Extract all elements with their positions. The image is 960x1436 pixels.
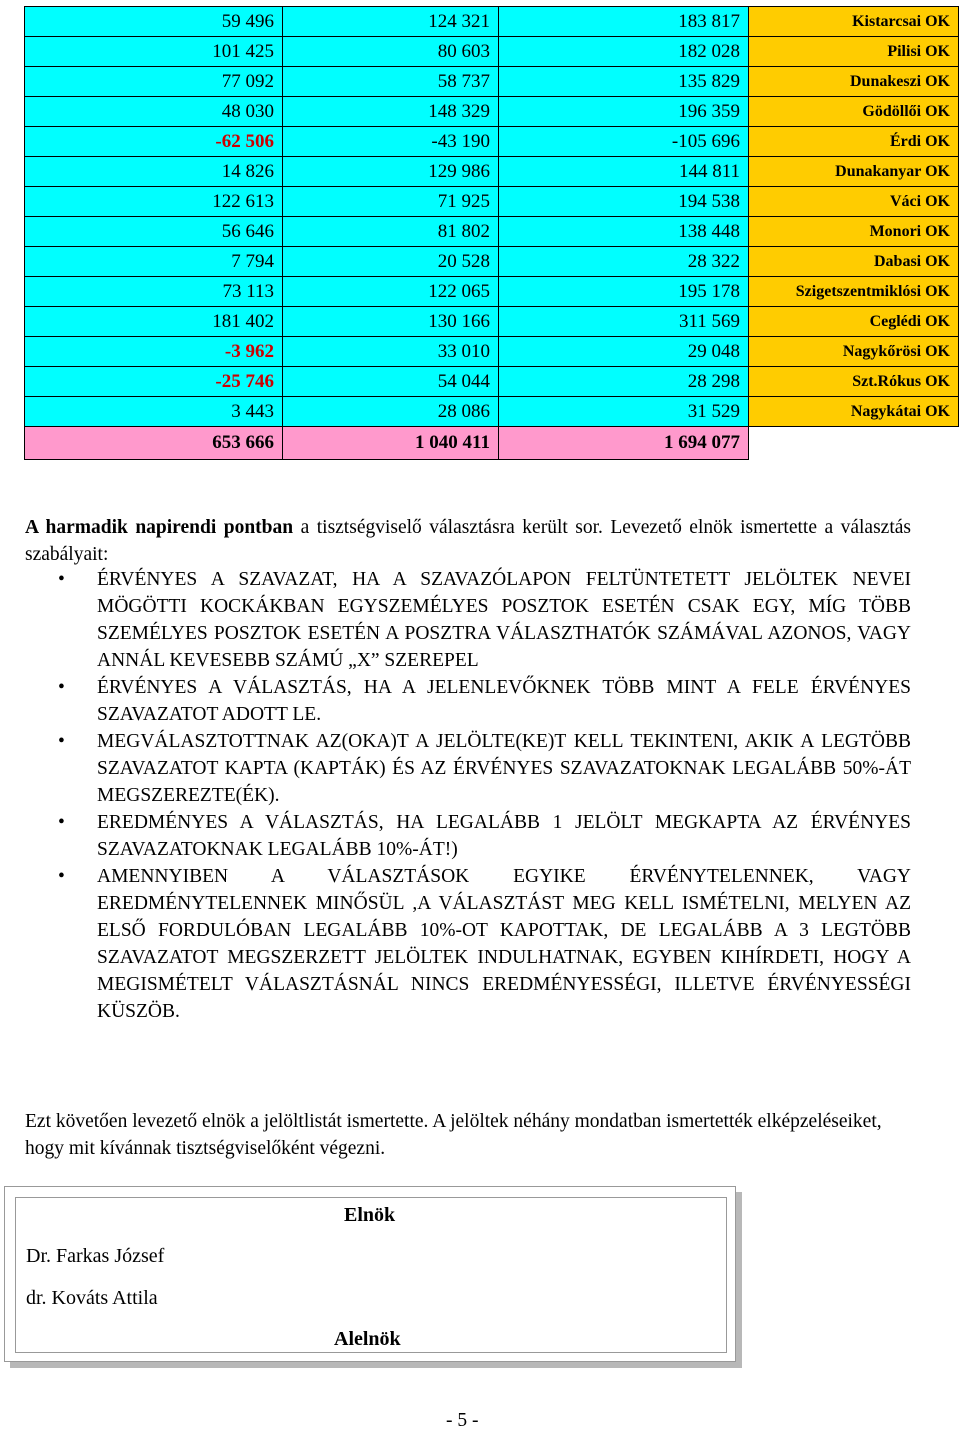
value-cell-c1: 73 113 <box>25 277 283 307</box>
office-name-cell: Gödöllői OK <box>749 97 959 127</box>
table-row <box>25 397 959 427</box>
intro-rest: a tisztségviselő választásra került sor. Levezető elnök ismertette a választás szabályait: <box>25 517 911 565</box>
value-cell-c2: 129 986 <box>283 157 499 187</box>
value-cell-c3: 28 322 <box>499 247 749 277</box>
value-cell-c1: 59 496 <box>25 7 283 37</box>
officer-box <box>4 1186 736 1362</box>
bullet-icon: • <box>58 866 65 887</box>
office-name-cell: Nagykátai OK <box>749 397 959 427</box>
value-cell-c1: 101 425 <box>25 37 283 67</box>
value-cell-c2: 124 321 <box>283 7 499 37</box>
total-cell-c1: 653 666 <box>25 427 283 460</box>
value-cell-c2: 122 065 <box>283 277 499 307</box>
office-name-cell: Szt.Rókus OK <box>749 367 959 397</box>
value-cell-c1: 56 646 <box>25 217 283 247</box>
value-cell-c2: -43 190 <box>283 127 499 157</box>
table-row <box>25 247 959 277</box>
rule-text: ÉRVÉNYES A SZAVAZAT, HA A SZAVAZÓLAPON FELTÜNTETETT JELÖLTEK NEVEI MÖGÖTTI KOCKÁKBAN EGYSZEMÉLYES POSZTOK ESETÉN CSAK EGY, MÍG TÖBB SZEMÉLYES POSZTOK ESETÉN A POSZTRA VÁLASZTHATÓK SZÁMÁVAL AZONOS, VAGY ANNÁL KEVESEBB SZÁMÚ „X” SZEREPEL <box>97 569 911 671</box>
bullet-icon: • <box>58 812 65 833</box>
value-cell-c3: 135 829 <box>499 67 749 97</box>
table-row <box>25 277 959 307</box>
value-cell-c1: 122 613 <box>25 187 283 217</box>
value-cell-c2: 81 802 <box>283 217 499 247</box>
value-cell-c2: 130 166 <box>283 307 499 337</box>
value-cell-c3: 144 811 <box>499 157 749 187</box>
value-cell-c1: 181 402 <box>25 307 283 337</box>
table-row <box>25 307 959 337</box>
table-row <box>25 67 959 97</box>
value-cell-c2: 58 737 <box>283 67 499 97</box>
table-row <box>25 157 959 187</box>
office-name-cell: Ceglédi OK <box>749 307 959 337</box>
value-cell-c3: 28 298 <box>499 367 749 397</box>
value-cell-c3: 311 569 <box>499 307 749 337</box>
office-name-cell: Dabasi OK <box>749 247 959 277</box>
table-row <box>25 367 959 397</box>
value-cell-c3: 31 529 <box>499 397 749 427</box>
officer-name-2: dr. Kováts Attila <box>26 1287 158 1309</box>
president-label: Elnök <box>344 1204 396 1226</box>
rule-text: MEGVÁLASZTOTTNAK AZ(OKA)T A JELÖLTE(KE)T KELL TEKINTENI, AKIK A LEGTÖBB SZAVAZATOT KAPTA (KAPTÁK) ÉS AZ ÉRVÉNYES SZAVAZATOKNAK LEGALÁBB 50%-ÁT MEGSZEREZTE(ÉK). <box>97 731 911 806</box>
office-name-cell: Szigetszentmiklósi OK <box>749 277 959 307</box>
rule-text: EREDMÉNYES A VÁLASZTÁS, HA LEGALÁBB 1 JELÖLT MEGKAPTA AZ ÉRVÉNYES SZAVAZATOKNAK LEGALÁBB 10%-ÁT!) <box>97 812 911 860</box>
total-cell-c3: 1 694 077 <box>499 427 749 460</box>
empty-cell <box>749 427 959 460</box>
value-cell-c1: 48 030 <box>25 97 283 127</box>
table-row <box>25 337 959 367</box>
value-cell-c2: 148 329 <box>283 97 499 127</box>
office-name-cell: Nagykőrösi OK <box>749 337 959 367</box>
value-cell-c3: 196 359 <box>499 97 749 127</box>
value-cell-c3: 183 817 <box>499 7 749 37</box>
table-row <box>25 37 959 67</box>
table-row <box>25 97 959 127</box>
value-cell-c2: 54 044 <box>283 367 499 397</box>
officer-name-1: Dr. Farkas József <box>26 1245 165 1267</box>
table-row <box>25 127 959 157</box>
rule-item <box>25 674 911 728</box>
value-cell-c1: -62 506 <box>25 127 283 157</box>
value-cell-c2: 71 925 <box>283 187 499 217</box>
rules-list <box>25 566 911 1025</box>
intro-bold: A harmadik napirendi pontban <box>25 517 294 538</box>
table-total-row <box>25 427 959 460</box>
rule-item <box>25 809 911 863</box>
value-cell-c1: 14 826 <box>25 157 283 187</box>
value-cell-c1: 77 092 <box>25 67 283 97</box>
value-cell-c1: -25 746 <box>25 367 283 397</box>
table-row <box>25 187 959 217</box>
candidates-paragraph: Ezt követően levezető elnök a jelöltlistát ismertette. A jelöltek néhány mondatban ismertették elképzeléseiket, hogy mit kívánnak tisztségviselőként végezni. <box>25 1111 882 1159</box>
office-name-cell: Kistarcsai OK <box>749 7 959 37</box>
page-number: - 5 - <box>446 1410 479 1431</box>
rule-item <box>25 566 911 674</box>
value-cell-c3: 195 178 <box>499 277 749 307</box>
rule-item <box>25 728 911 809</box>
rule-text: ÉRVÉNYES A VÁLASZTÁS, HA A JELENLEVŐKNEK TÖBB MINT A FELE ÉRVÉNYES SZAVAZATOT ADOTT LE. <box>97 677 911 725</box>
rule-text: AMENNYIBEN A VÁLASZTÁSOK EGYIKE ÉRVÉNYTELENNEK, VAGY EREDMÉNYTELENNEK MINŐSÜL ,A VÁLASZTÁST MEG KELL ISMÉTELNI, MELYEN AZ ELSŐ FORDULÓBAN LEGALÁBB 10%-OT KAPOTTAK, DE LEGALÁBB A 3 LEGTÖBB SZAVAZATOT MEGSZERZETT JELÖLTEK INDULHATNAK, EGYBEN KIHÍRDETI, HOGY A MEGISMÉTELT VÁLASZTÁSNÁL NINCS EREDMÉNYESSÉGI, ILLETVE ÉRVÉNYESSÉGI KÜSZÖB. <box>97 866 911 1022</box>
bullet-icon: • <box>58 677 65 698</box>
value-cell-c2: 20 528 <box>283 247 499 277</box>
office-name-cell: Váci OK <box>749 187 959 217</box>
ok-results-table <box>24 6 959 460</box>
table-row <box>25 7 959 37</box>
table-row <box>25 217 959 247</box>
value-cell-c2: 33 010 <box>283 337 499 367</box>
value-cell-c3: 29 048 <box>499 337 749 367</box>
office-name-cell: Érdi OK <box>749 127 959 157</box>
value-cell-c1: 3 443 <box>25 397 283 427</box>
value-cell-c3: 138 448 <box>499 217 749 247</box>
value-cell-c3: 182 028 <box>499 37 749 67</box>
value-cell-c1: -3 962 <box>25 337 283 367</box>
vice-president-label: Alelnök <box>334 1328 401 1350</box>
officer-inner-frame <box>15 1197 727 1353</box>
intro-paragraph <box>25 514 911 568</box>
office-name-cell: Monori OK <box>749 217 959 247</box>
value-cell-c3: -105 696 <box>499 127 749 157</box>
bullet-icon: • <box>58 731 65 752</box>
value-cell-c3: 194 538 <box>499 187 749 217</box>
office-name-cell: Pilisi OK <box>749 37 959 67</box>
office-name-cell: Dunakeszi OK <box>749 67 959 97</box>
bullet-icon: • <box>58 569 65 590</box>
office-name-cell: Dunakanyar OK <box>749 157 959 187</box>
value-cell-c2: 28 086 <box>283 397 499 427</box>
value-cell-c1: 7 794 <box>25 247 283 277</box>
value-cell-c2: 80 603 <box>283 37 499 67</box>
total-cell-c2: 1 040 411 <box>283 427 499 460</box>
rule-item <box>25 863 911 1025</box>
